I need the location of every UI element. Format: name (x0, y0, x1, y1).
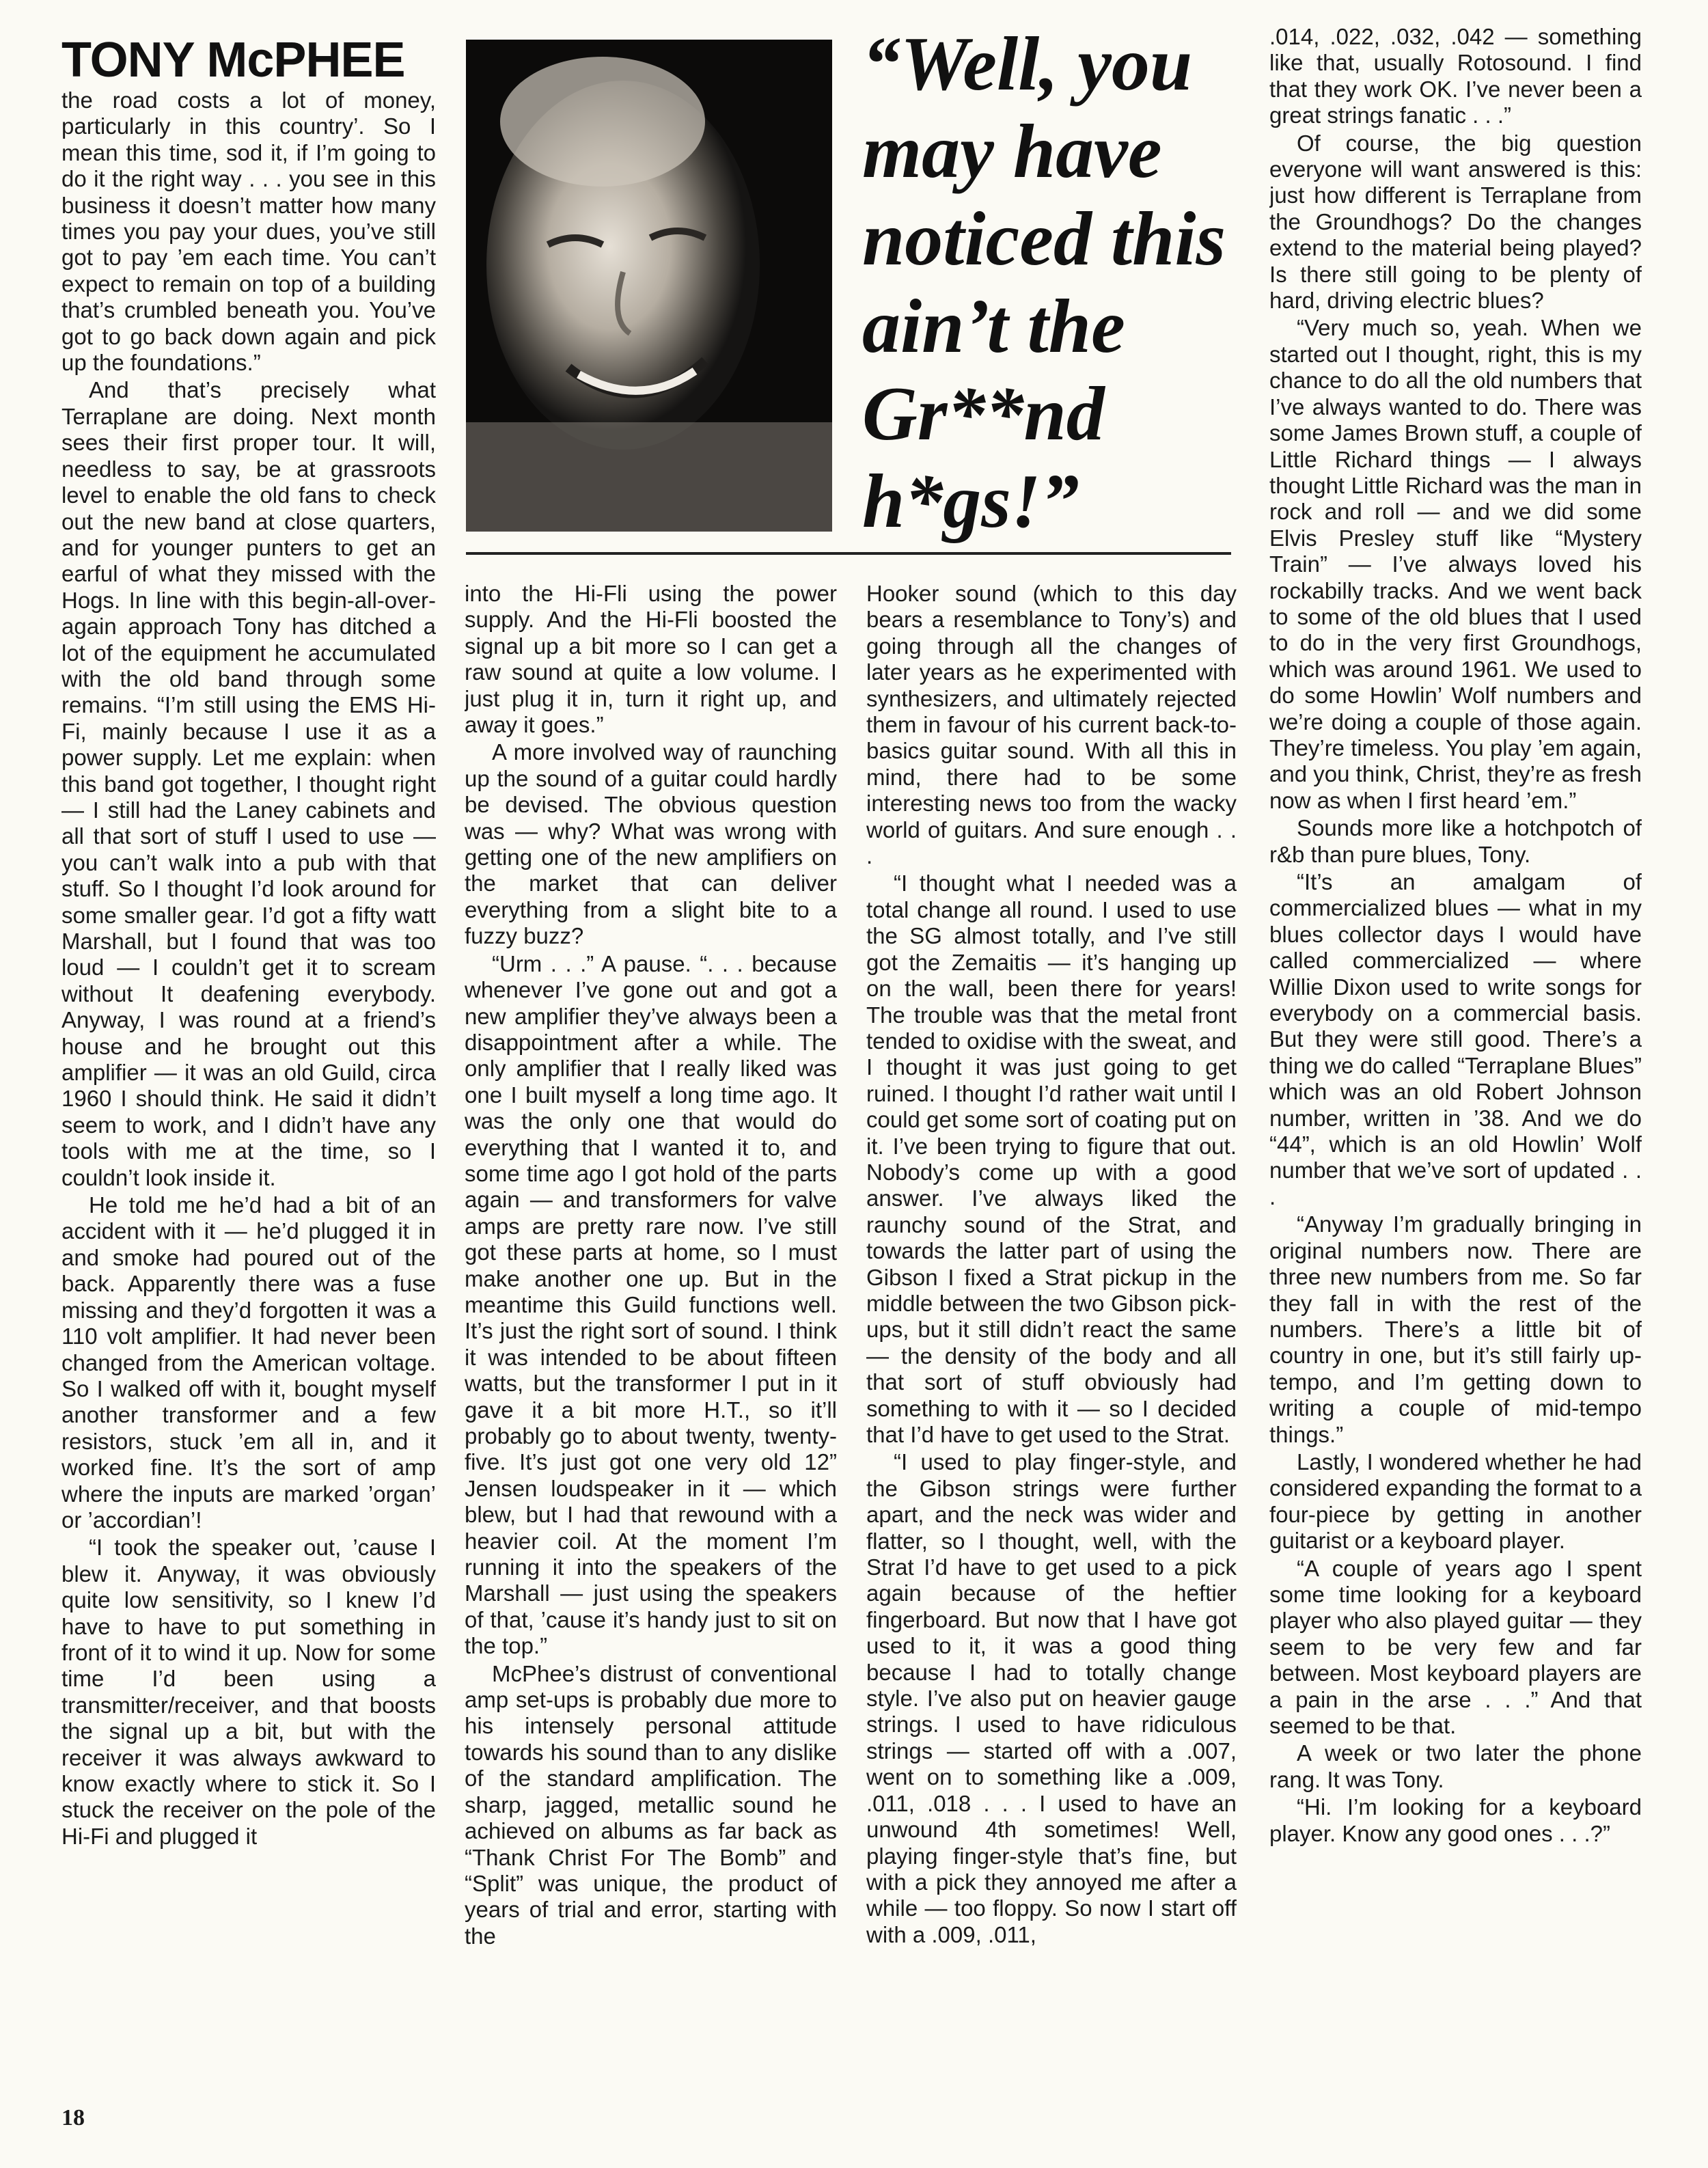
page-number: 18 (61, 2105, 85, 2130)
paragraph: “Hi. I’m looking for a keyboard player. Know any good ones . . .?” (1269, 1794, 1642, 1846)
paragraph: Lastly, I wondered whether he had considered expanding the format to a four-piece by getting in another guitarist or a keyboard player. (1269, 1449, 1642, 1554)
text-column-1 (61, 87, 436, 2069)
divider-rule (466, 552, 1231, 555)
paragraph: A more involved way of raunching up the sound of a guitar could hardly be devised. The obvious question was — why? What was wrong with getting one of the new amplifiers on the market that can deliver everything from a slight bite to a fuzzy buzz? (465, 739, 837, 949)
pull-quote-line: “Well, you (862, 22, 1193, 107)
pull-quote-line: noticed this (862, 197, 1226, 282)
paragraph: .014, .022, .032, .042 — something like that, usually Rotosound. I find that they work OK. I’ve never been a great strings fanatic . . .” (1269, 24, 1642, 128)
paragraph: “Very much so, yeah. When we started out I thought, right, this is my chance to do all the old numbers that I’ve always wanted to do. There was some James Brown stuff, a couple of Little Richard things — I always thought Little Richard was the man in rock and roll — and we did some Elvis Presley stuff like “Mystery Train” — I’ve always loved his rockabilly tracks. And we went back to some of the old blues that I used to do in the very first Groundhogs, which was around 1961. We used to do some Howlin’ Wolf numbers and we’re doing a couple of those again. They’re timeless. You play ’em again, and you think, Christ, they’re as fresh now as when I first heard ’em.” (1269, 315, 1642, 813)
article-headline: TONY McPHEE (61, 33, 405, 87)
text-column-3 (866, 581, 1237, 2070)
pull-quote-line: h*gs!” (862, 459, 1079, 544)
paragraph: And that’s precisely what Terraplane are doing. Next month sees their first proper tour. It will, needless to say, be at grassroots level to enable the old fans to check out the new band at close quarters, and for younger punters to get an earful of what they missed with the Hogs. In line with this begin-all-over-again approach Tony has ditched a lot of the equipment he accumulated with the old band through some remains. “I’m still using the EMS Hi-Fi, mainly because I use it as a power supply. Let me explain: when this band got together, I thought right — I still had the Laney cabinets and all that sort of stuff I used to use — you can’t walk into a pub with that stuff. So I thought I’d look around for some smaller gear. I’d got a fifty watt Marshall, but I found that was too loud — I couldn’t get it to scream without It deafening everybody. Anyway, I was round at a friend’s house and he brought out this amplifier — it was an old Guild, circa 1960 I should think. He said it didn’t seem to work, and I didn’t have any tools with me at the time, so I couldn’t look inside it. (61, 377, 436, 1190)
paragraph: “I took the speaker out, ’cause I blew it. Anyway, it was obviously quite low sensitivity, so I knew I’d have to have to put something in front of it to wind it up. Now for some time I’d been using a transmitter/receiver, and that boosts the signal up a bit, but with the receiver it was always awkward to know exactly where to stick it. So I stuck the receiver on the pole of the Hi-Fi and plugged it (61, 1535, 436, 1849)
pull-quote-line: Gr**nd (862, 372, 1105, 456)
paragraph: the road costs a lot of money, particularly in this country’. So I mean this time, sod it, if I’m going to do it the right way . . . you see in this business it doesn’t matter how many times you pay your dues, you’ve still got to pay ’em each time. You can’t expect to remain on top of a building that’s crumbled beneath you. You’ve got to go back down again and pick up the foundations.” (61, 87, 436, 376)
paragraph: “I thought what I needed was a total change all round. I used to use the SG almost totally, and I’ve still got the Zemaitis — it’s hanging up on the wall, been there for years! The trouble was that the metal front tended to oxidise with the sweat, and I thought it was just going to get ruined. I thought I’d rather wait until I could get some sort of coating put on it. I’ve been trying to figure that out. Nobody’s come up with a good answer. I’ve always liked the raunchy sound of the Strat, and towards the latter part of using the Gibson I fixed a Strat pickup in the middle between the two Gibson pick-ups, but it still didn’t react the same — the density of the body and all that sort of stuff obviously had something to with it — so I decided that I’d have to get used to the Strat. (866, 870, 1237, 1447)
paragraph: “It’s an amalgam of commercialized blues — what in my blues collector days I would have called commercialized — where Willie Dixon used to write songs for everybody on a commercial basis. But they were still good. There’s a thing we do called “Terraplane Blues” which was an old Robert Johnson number, written in ’38. And we do “44”, which is an old Howlin’ Wolf number that we’ve sort of updated . . . (1269, 869, 1642, 1209)
pull-quote-line: may have (862, 109, 1162, 194)
paragraph: “I used to play finger-style, and the Gibson strings were further apart, and the neck was wider and flatter, so I thought, well, with the Strat I’d have to get used to a pick again because of the heftier fingerboard. But now that I have got used to it, it was a good thing because I had to totally change style. I’ve also put on heavier gauge strings. I used to have ridiculous strings — started off with a .007, went on to something like a .009, .011, .018 . . . I used to have an unwound 4th sometimes! Well, playing finger-style that’s fine, but with a pick they annoyed me after a while — too floppy. So now I start off with a .009, .011, (866, 1449, 1237, 1947)
paragraph: McPhee’s distrust of conventional amp set-ups is probably due more to his intensely personal attitude towards his sound than to any dislike of the standard amplification. The sharp, jagged, metallic sound he achieved on albums as far back as “Thank Christ For The Bomb” and “Split” was unique, the product of years of trial and error, starting with the (465, 1660, 837, 1949)
paragraph: A week or two later the phone rang. It was Tony. (1269, 1740, 1642, 1792)
paragraph: Of course, the big question everyone will want answered is this: just how different is Terraplane from the Groundhogs? Do the changes extend to the material being played? Is there still going to be plenty of hard, driving electric blues? (1269, 130, 1642, 314)
paragraph: “Anyway I’m gradually bringing in original numbers now. There are three new numbers from me. So far they fall in with the rest of the numbers. There’s a little bit of country in one, but it’s still fairly up-tempo, and I’m getting down to writing a couple of mid-tempo things.” (1269, 1211, 1642, 1447)
paragraph: “A couple of years ago I spent some time looking for a keyboard player who also played guitar — they seem to be very few and far between. Most keyboard players are a pain in the arse . . .” And that seemed to be that. (1269, 1555, 1642, 1738)
text-column-2 (465, 581, 837, 2070)
pull-quote-line: ain’t the (862, 284, 1125, 369)
paragraph: He told me he’d had a bit of an accident with it — he’d plugged it in and smoke had poured out of the back. Apparently there was a fuse missing and they’d forgotten it was a 110 volt amplifier. It had never been changed from the American voltage. So I walked off with it, bought myself another transformer and a few resistors, stuck ’em all in, and it worked fine. It’s the sort of amp where the inputs are marked ’organ’ or ’accordian’! (61, 1192, 436, 1533)
pull-quote (862, 20, 1245, 545)
portrait-photo (466, 40, 832, 532)
paragraph: “Urm . . .” A pause. “. . . because whenever I’ve gone out and got a new amplifier they’ve always been a disappointment after a while. The only amplifier that I really liked was one I built myself a long time ago. It was the only one that would do everything that I wanted it to, and some time ago I got hold of the parts again — and transformers for valve amps are pretty rare now. I’ve still got these parts at home, so I must make another one up. But in the meantime this Guild functions well. It’s just the right sort of sound. I think it was intended to be about fifteen watts, but the transformer I put in it gave it a bit more H.T., so it’ll probably go to about twenty, twenty-five. It’s just got one very old 12” Jensen loudspeaker in it — which blew, but I had that rewound with a heavier coil. At the moment I’m running it into the speakers of the Marshall — just using the speakers of that, ’cause it’s handy just to sit on the top.” (465, 950, 837, 1659)
text-column-4 (1269, 24, 1642, 2070)
paragraph: Sounds more like a hotchpotch of r&b than pure blues, Tony. (1269, 815, 1642, 867)
paragraph: Hooker sound (which to this day bears a resemblance to Tony’s) and going through all the changes of later years as he experimented with synthesizers, and ultimately rejected them in favour of his current back-to-basics guitar sound. With all this in mind, there had to be some interesting news too from the wacky world of guitars. And sure enough . . . (866, 581, 1237, 869)
paragraph: into the Hi-Fli using the power supply. And the Hi-Fli boosted the signal up a bit more so I can get a raw sound at quite a low volume. I just plug it in, turn it right up, and away it goes.” (465, 581, 837, 738)
